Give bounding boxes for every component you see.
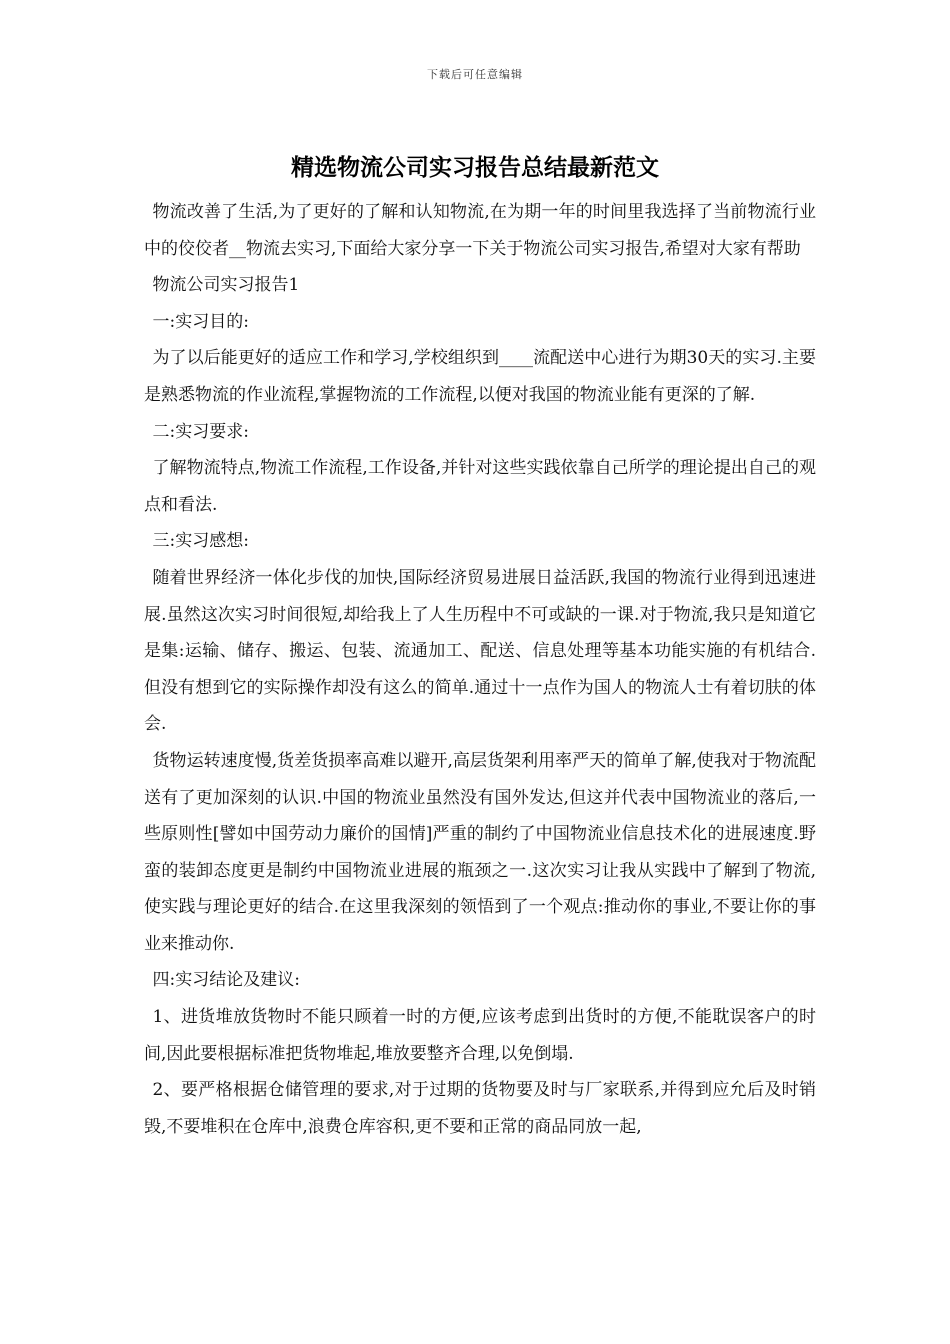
conclusion-item-1: 1、进货堆放货物时不能只顾着一时的方便,应该考虑到出货时的方便,不能耽误客户的时间,因此要根据标准把货物堆起,堆放要整齐合理,以免倒塌. bbox=[144, 1007, 816, 1064]
reflections-paragraph-1: 随着世界经济一体化步伐的加快,国际经济贸易进展日益活跃,我国的物流行业得到迅速进展.虽然这次实习时间很短,却给我上了人生历程中不可或缺的一课.对于物流,我只是知道它是集:运输、储存、搬运、包装、流通加工、配送、信息处理等基本功能实施的有机结合.但没有想到它的实际操作却没有这么的简单.通过十一点作为国人的物流人士有着切肤的体会. bbox=[144, 567, 816, 735]
reflections-paragraph-2: 货物运转速度慢,货差货损率高难以避开,高层货架利用率严天的简单了解,使我对于物流配送有了更加深刻的认识.中国的物流业虽然没有国外发达,但这并代表中国物流业的落后,一些原则性[譬如中国劳动力廉价的国情]严重的制约了中国物流业信息技术化的进展速度.野蛮的装卸态度更是制约中国物流业进展的瓶颈之一.这次实习让我从实践中了解到了物流,使实践与理论更好的结合.在这里我深刻的领悟到了一个观点:推动你的事业,不要让你的事业来推动你. bbox=[144, 750, 816, 954]
report-heading: 物流公司实习报告1 bbox=[152, 275, 300, 296]
document-title: 精选物流公司实习报告总结最新范文 bbox=[291, 154, 659, 181]
page-header-note: 下载后可任意编辑 bbox=[427, 68, 523, 81]
purpose-paragraph: 为了以后能更好的适应工作和学习,学校组织到____流配送中心进行为期30天的实习.主要是熟悉物流的作业流程,掌握物流的工作流程,以便对我国的物流业能有更深的了解. bbox=[144, 348, 816, 405]
section-heading-conclusions: 四:实习结论及建议: bbox=[152, 970, 300, 991]
intro-paragraph: 物流改善了生活,为了更好的了解和认知物流,在为期一年的时间里我选择了当前物流行业中的佼佼者__物流去实习,下面给大家分享一下关于物流公司实习报告,希望对大家有帮助 bbox=[144, 202, 816, 259]
requirements-paragraph: 了解物流特点,物流工作流程,工作设备,并针对这些实践依靠自己所学的理论提出自己的观点和看法. bbox=[144, 458, 816, 515]
section-heading-requirements: 二:实习要求: bbox=[152, 421, 249, 442]
section-heading-reflections: 三:实习感想: bbox=[152, 531, 249, 552]
section-heading-purpose: 一:实习目的: bbox=[152, 311, 249, 332]
conclusion-item-2: 2、要严格根据仓储管理的要求,对于过期的货物要及时与厂家联系,并得到应允后及时销毁,不要堆积在仓库中,浪费仓库容积,更不要和正常的商品同放一起, bbox=[144, 1080, 816, 1137]
document-body bbox=[144, 194, 816, 1145]
